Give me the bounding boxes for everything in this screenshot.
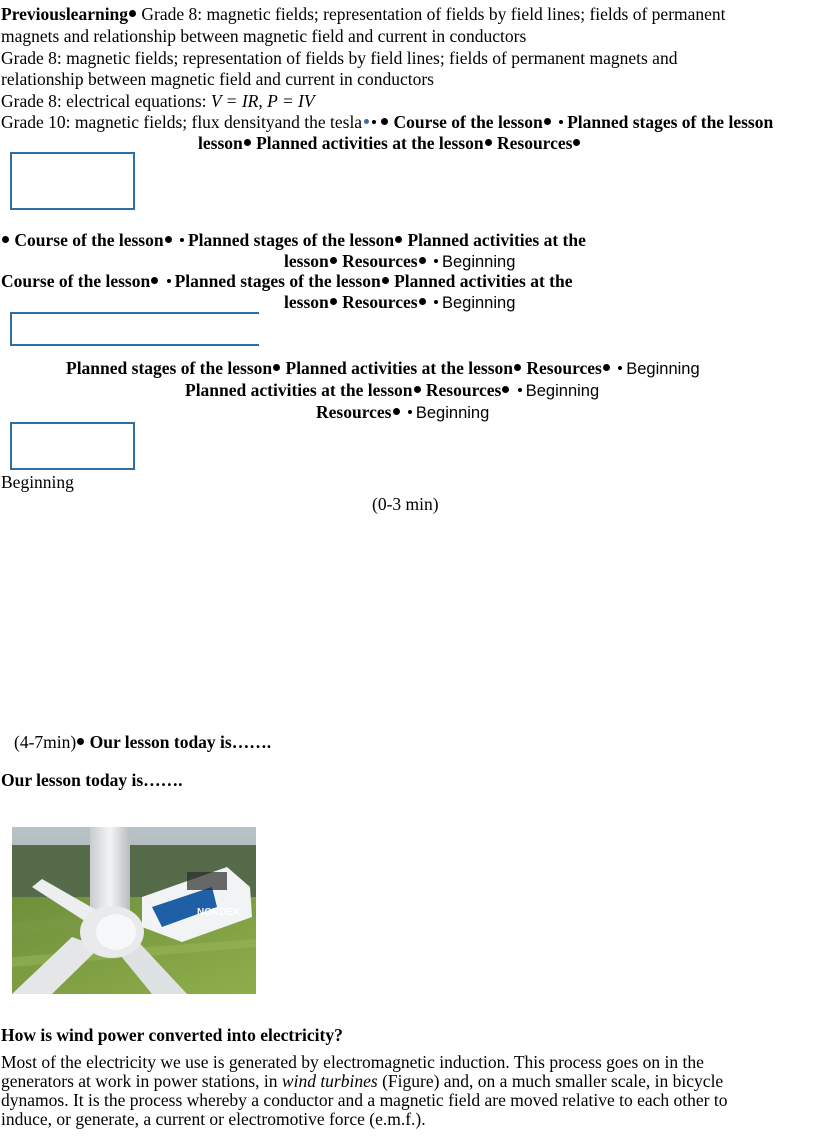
- prev-line-5: [1, 91, 315, 113]
- lesson-today-label: Our lesson today is…….: [89, 732, 272, 752]
- equation-sep: ,: [258, 91, 268, 111]
- bullet-icon: [408, 410, 412, 414]
- lesson-today-text: Our lesson today is…….: [1, 770, 183, 790]
- resources-label: Resources: [526, 358, 602, 378]
- bullet-icon: [330, 257, 337, 264]
- header-row-5: [185, 380, 599, 403]
- turbine-brand-text: NORDEX: [197, 907, 240, 918]
- bullet-icon: [603, 364, 610, 371]
- header-row-6: [316, 402, 489, 425]
- bullet-icon: [273, 364, 280, 371]
- bullet-icon: [518, 388, 522, 392]
- timing-row: [14, 732, 271, 754]
- prev-line-6: [1, 112, 773, 134]
- timing-4-7: (4-7min): [14, 732, 77, 752]
- paragraph-line-1: Most of the electricity we use is generated by electromagnetic induction. This process goes on in the: [1, 1052, 704, 1072]
- header-row-2a: [1, 230, 586, 252]
- resources-label: Resources: [496, 133, 573, 153]
- bullet-icon: [434, 259, 438, 263]
- bullet-icon: [77, 738, 84, 745]
- stages-label: Planned stages of the lesson: [187, 230, 395, 250]
- question-heading: [1, 1025, 343, 1047]
- table-cell-box: [10, 422, 135, 470]
- beginning-label: Beginning: [441, 294, 516, 312]
- bullet-icon: [485, 139, 492, 146]
- prev-line-3: Grade 8: magnetic fields; representation of fields by field lines; fields of permanent magnets and: [1, 48, 678, 68]
- bullet-icon: [434, 300, 438, 304]
- bullet-icon: [151, 277, 158, 284]
- table-cell-box: [10, 152, 135, 210]
- activities-label: Planned activities at the: [394, 271, 573, 291]
- activities-label: Planned activities at the lesson: [256, 133, 484, 153]
- beginning-label: Beginning: [525, 382, 600, 400]
- beginning-label: Beginning: [441, 253, 516, 271]
- resources-label: Resources: [342, 251, 418, 271]
- bullet-icon: [372, 120, 376, 124]
- course-label: Course of the lesson: [14, 230, 164, 250]
- activities-label: Planned activities at the: [407, 230, 586, 250]
- bullet-icon: [165, 236, 172, 243]
- equation-prefix: Grade 8: electrical equations:: [1, 91, 211, 111]
- bullet-icon: [559, 120, 563, 124]
- table-cell-box: [10, 312, 259, 346]
- prev-line-1: [1, 4, 726, 26]
- header-row-3a: [1, 271, 573, 293]
- header-row-3b: [284, 292, 515, 315]
- beginning-label: Beginning: [415, 404, 490, 422]
- paragraph-line-3: dynamos. It is the process whereby a conductor and a magnetic field are moved relative to each other to: [1, 1090, 728, 1110]
- bullet-icon: [414, 386, 421, 393]
- prev-line-4: relationship between magnetic field and current in conductors: [1, 69, 434, 89]
- course-label: Course of the lesson: [1, 271, 151, 291]
- timing-0-3: (0-3 min): [372, 494, 439, 514]
- bullet-icon: [180, 238, 184, 242]
- resources-label: Resources: [316, 402, 392, 422]
- bullet-icon: [514, 364, 521, 371]
- paragraph-text: (Figure) and, on a much smaller scale, in bicycle: [377, 1071, 724, 1091]
- lesson-word: lesson: [284, 292, 329, 312]
- bullet-icon: [393, 408, 400, 415]
- bullet-icon: [419, 298, 426, 305]
- bullet-icon: [364, 119, 369, 124]
- stages-label: Planned stages of the lesson: [174, 271, 381, 291]
- course-label: Course of the lesson: [393, 112, 543, 132]
- lesson-today-heading: [1, 770, 183, 792]
- bullet-icon: [330, 298, 337, 305]
- bullet-icon: [618, 366, 622, 370]
- lesson-word: lesson: [198, 133, 243, 153]
- lesson-word: lesson: [284, 251, 329, 271]
- question-text: How is wind power converted into electricity?: [1, 1025, 343, 1045]
- header-row-4: [66, 358, 700, 381]
- header-row-1b: [198, 133, 581, 155]
- prev-line-2: magnets and relationship between magnetic field and current in conductors: [1, 26, 527, 46]
- activities-label: Planned activities at the lesson: [285, 358, 513, 378]
- bullet-icon: [2, 236, 9, 243]
- activities-label: Planned activities at the lesson: [185, 380, 413, 400]
- bullet-icon: [129, 10, 136, 17]
- bullet-icon: [544, 118, 551, 125]
- bullet-icon: [244, 139, 251, 146]
- equation-power: P = IV: [267, 91, 315, 111]
- resources-label: Resources: [342, 292, 418, 312]
- beginning-label: Beginning: [626, 360, 700, 378]
- paragraph-line-4: induce, or generate, a current or electromotive force (e.m.f.).: [1, 1109, 426, 1129]
- beginning-label: Beginning: [1, 472, 74, 492]
- wind-turbine-image: [12, 827, 256, 994]
- equation-ohm: V = IR: [210, 91, 259, 111]
- prev-text-1a: Grade 8: magnetic fields; representation of fields by field lines; fields of permanent: [141, 4, 726, 24]
- bullet-icon: [395, 236, 402, 243]
- bullet-icon: [381, 118, 388, 125]
- resources-label: Resources: [425, 380, 502, 400]
- bullet-icon: [419, 257, 426, 264]
- prev-heading: Previouslearning: [1, 4, 129, 24]
- paragraph-line-2: [1, 1072, 723, 1091]
- prev-text-4: Grade 10: magnetic fields; flux densityand the tesla: [1, 112, 363, 132]
- bullet-icon: [573, 139, 580, 146]
- stages-label: Planned stages of the lesson: [66, 358, 273, 378]
- bullet-icon: [167, 279, 171, 283]
- bullet-icon: [502, 386, 509, 393]
- stages-label: Planned stages of the lesson: [567, 112, 774, 132]
- bullet-icon: [382, 277, 389, 284]
- paragraph-emphasis: wind turbines: [281, 1071, 378, 1091]
- wind-turbine-photo: [12, 827, 256, 994]
- paragraph-text: generators at work in power stations, in: [1, 1071, 282, 1091]
